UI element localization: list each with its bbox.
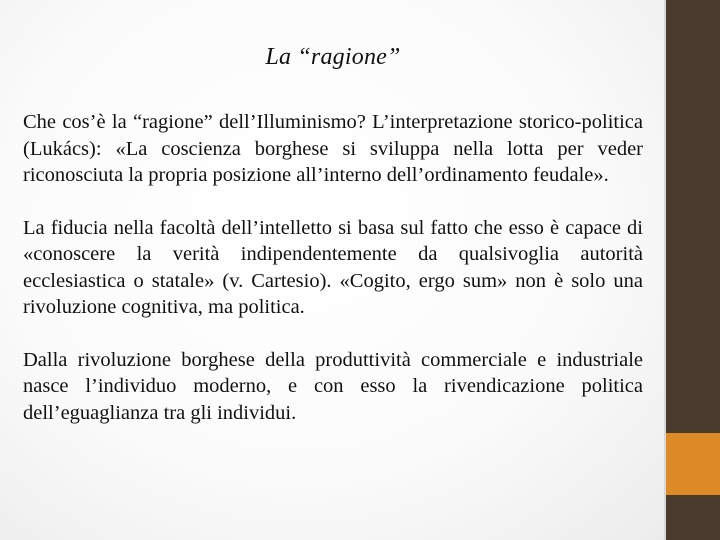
paragraph-2: La fiducia nella facoltà dell’intelletto si basa sul fatto che esso è capace di «conoscere la verità indipendentemente da qualsivoglia autorità ecclesiastica o statale» (v. Cartesio). «Cogito, ergo sum» non è solo una rivoluzione cognitiva, ma politica.	[23, 216, 643, 318]
paragraph-1: Che cos’è la “ragione” dell’Illuminismo? L’interpretazione storico-politica (Lukács): «La coscienza borghese si sviluppa nella lotta per veder riconosciuta la propria posizione all’interno dell’ordinamento feudale».	[23, 111, 643, 186]
slide-title: La “ragione”	[265, 44, 401, 70]
decorative-accent-block	[666, 433, 720, 495]
paragraph-3: Dalla rivoluzione borghese della produttività commerciale e industriale nasce l’individuo moderno, e con esso la rivendicazione politica dell’eguaglianza tra gli individui.	[23, 348, 643, 424]
slide-body	[23, 109, 643, 452]
